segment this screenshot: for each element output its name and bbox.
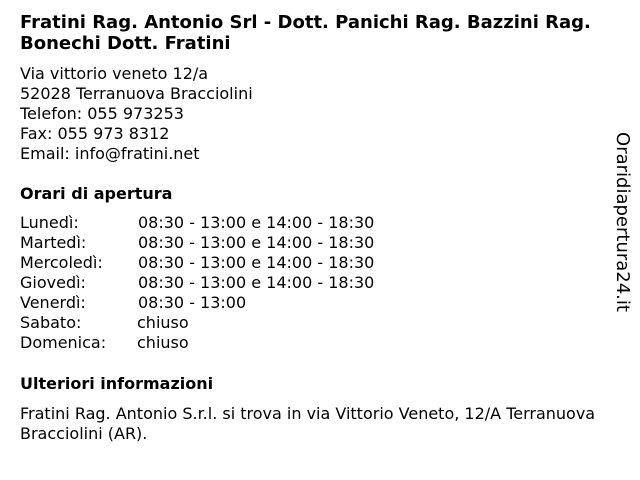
street-address: Via vittorio veneto 12/a — [20, 64, 209, 83]
closed-label: chiuso — [137, 313, 189, 332]
more-info-text: Fratini Rag. Antonio S.r.l. si trova in via Vittorio Veneto, 12/A Terranuova Bracciolini (AR). — [20, 404, 596, 443]
fax-number: Fax: 055 973 8312 — [20, 124, 170, 143]
day-label: Martedì: — [20, 233, 87, 252]
time-range: 08:30 - 13:00 e 14:00 - 18:30 — [138, 253, 375, 272]
day-label: Lunedì: — [20, 213, 79, 232]
day-label: Venerdì: — [20, 293, 86, 312]
postal-city: 52028 Terranuova Bracciolini — [20, 84, 253, 103]
business-name: Fratini Rag. Antonio Srl - Dott. Panichi Rag. Bazzini Rag. Bonechi Dott. Fratini — [20, 12, 591, 54]
site-watermark: Oraridiapertura24.it — [612, 132, 633, 312]
day-label: Sabato: — [20, 313, 82, 332]
time-range: 08:30 - 13:00 e 14:00 - 18:30 — [138, 213, 375, 232]
time-range: 08:30 - 13:00 e 14:00 - 18:30 — [138, 233, 375, 252]
time-range: 08:30 - 13:00 e 14:00 - 18:30 — [138, 273, 375, 292]
opening-hours-heading: Orari di apertura — [20, 184, 173, 203]
day-label: Domenica: — [20, 333, 107, 352]
day-label: Mercoledì: — [20, 253, 103, 272]
contact-block — [20, 64, 253, 164]
phone-number[interactable]: Telefon: 055 973253 — [20, 104, 184, 123]
email-address[interactable]: Email: info@fratini.net — [20, 144, 200, 163]
more-info-heading: Ulteriori informazioni — [20, 374, 214, 393]
closed-label: chiuso — [137, 333, 189, 352]
day-label: Giovedì: — [20, 273, 86, 292]
time-range: 08:30 - 13:00 — [138, 293, 247, 312]
